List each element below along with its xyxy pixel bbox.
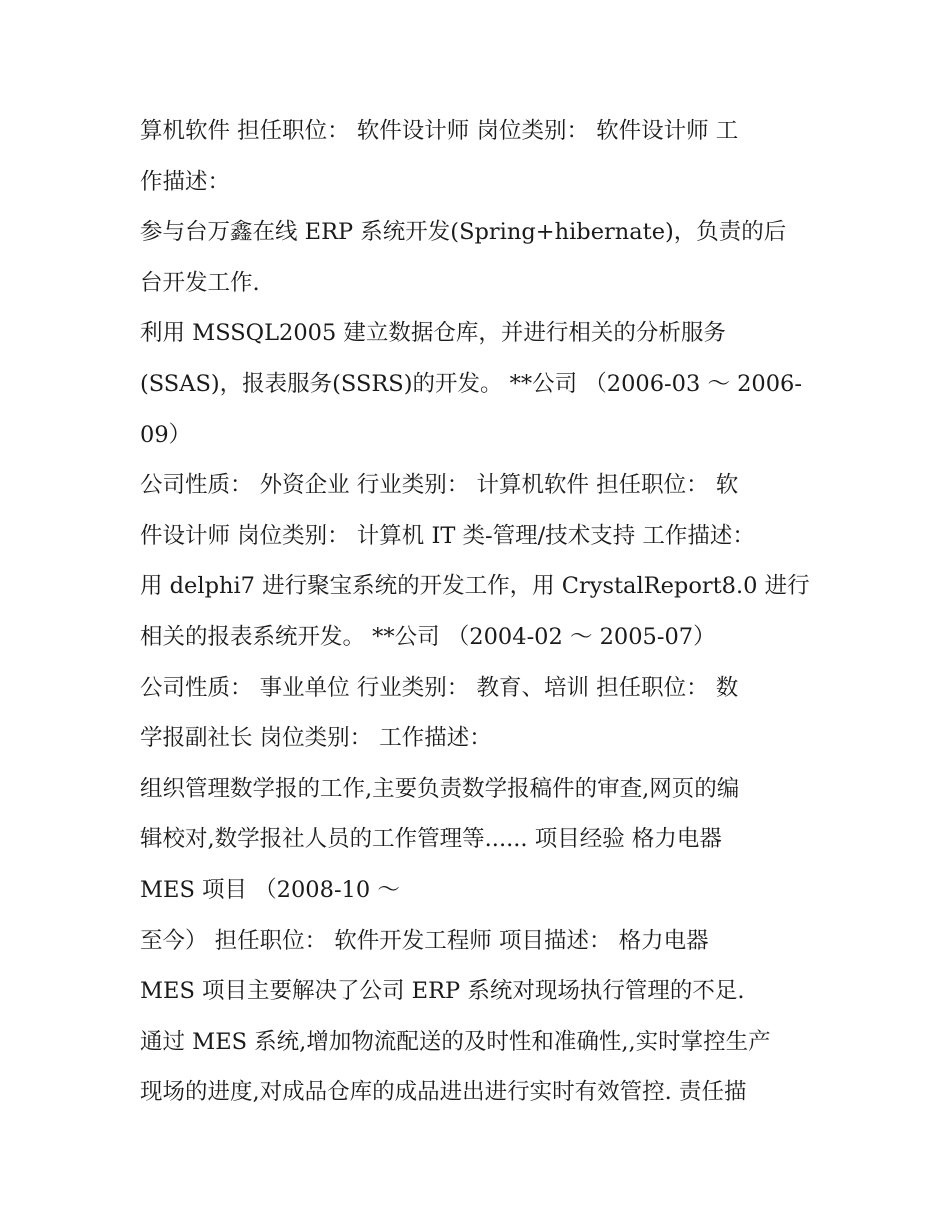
text-line-3: 参与台万鑫在线 ERP 系统开发(Spring+hibernate)，负责的后 — [140, 219, 787, 246]
text-line-19: 通过 MES 系统,增加物流配送的及时性和准确性,,实时掌控生产 — [140, 1028, 771, 1055]
text-line-17: 至今） 担任职位： 软件开发工程师 项目描述： 格力电器 — [140, 927, 709, 954]
text-line-2: 作描述： — [140, 168, 231, 195]
text-line-18: MES 项目主要解决了公司 ERP 系统对现场执行管理的不足. — [140, 978, 745, 1005]
text-line-5: 利用 MSSQL2005 建立数据仓库，并进行相关的分析服务 — [140, 320, 726, 347]
text-line-14: 组织管理数学报的工作,主要负责数学报稿件的审查,网页的编 — [140, 775, 740, 802]
text-line-20: 现场的进度,对成品仓库的成品进出进行实时有效管控. 责任描 — [140, 1079, 747, 1106]
text-line-7: 09） — [140, 421, 192, 448]
text-line-11: 相关的报表系统开发。 **公司 （2004-02 ～ 2005-07） — [140, 623, 716, 650]
text-line-4: 台开发工作. — [140, 269, 260, 296]
text-line-13: 学报副社长 岗位类别： 工作描述： — [140, 725, 492, 752]
text-line-9: 件设计师 岗位类别： 计算机 IT 类-管理/技术支持 工作描述： — [140, 522, 755, 549]
text-line-12: 公司性质： 事业单位 行业类别： 教育、培训 担任职位： 数 — [140, 674, 739, 701]
text-line-10: 用 delphi7 进行聚宝系统的开发工作，用 CrystalReport8.0 进行 — [140, 573, 810, 600]
text-line-1: 算机软件 担任职位： 软件设计师 岗位类别： 软件设计师 工 — [140, 118, 739, 144]
text-line-8: 公司性质： 外资企业 行业类别： 计算机软件 担任职位： 软 — [140, 472, 739, 499]
document-body — [140, 106, 820, 1118]
text-line-6: (SSAS)，报表服务(SSRS)的开发。 **公司 （2006-03 ～ 2006- — [140, 370, 802, 397]
text-line-16: MES 项目 （2008-10 ～ — [140, 876, 400, 903]
text-line-15: 辑校对,数学报社人员的工作管理等...... 项目经验 格力电器 — [140, 826, 722, 853]
